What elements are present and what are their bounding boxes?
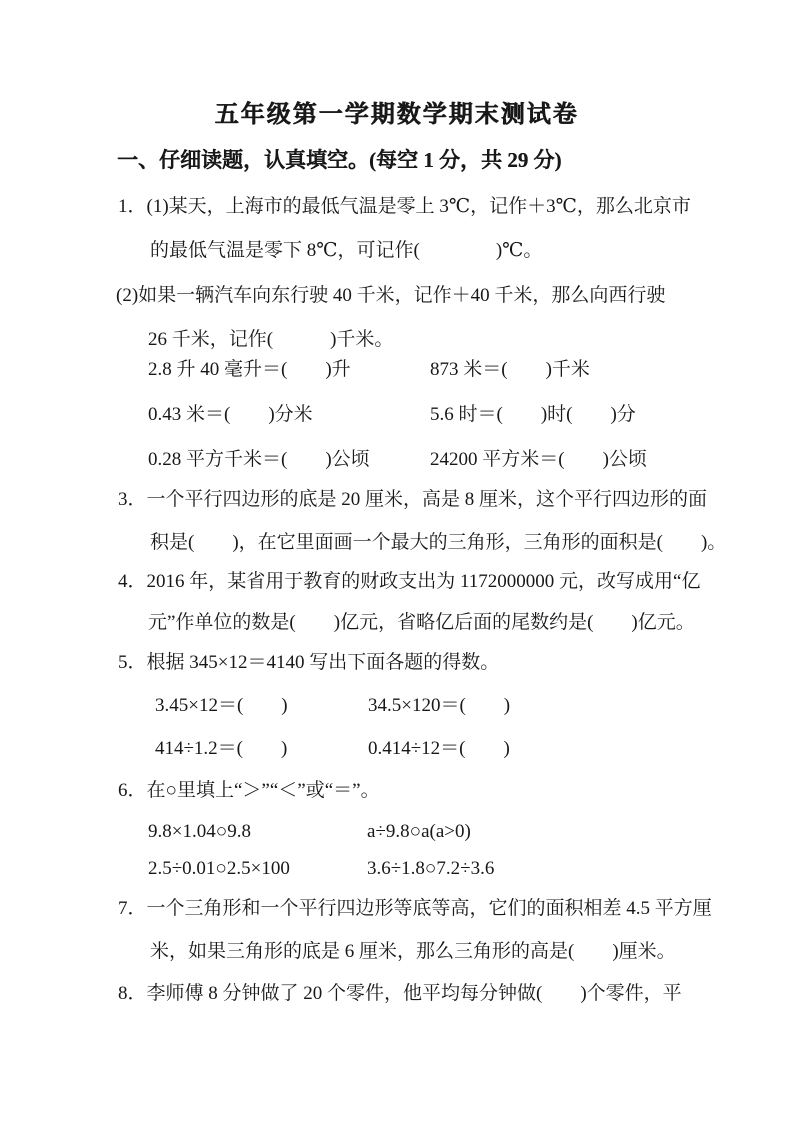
- q4-line-2: 元”作单位的数是( )亿元，省略亿后面的尾数约是( )亿元。: [148, 612, 695, 633]
- q4-line-1: 4．2016 年，某省用于教育的财政支出为 1172000000 元，改写成用“亿: [118, 571, 701, 592]
- q6-row2-left: 2.5÷0.01○2.5×100: [148, 858, 290, 879]
- q2-row3-left: 0.28 平方千米＝( )公顷: [148, 449, 370, 470]
- q1-line-3: (2)如果一辆汽车向东行驶 40 千米，记作＋40 千米，那么向西行驶: [116, 285, 666, 306]
- q2-row1-left: 2.8 升 40 毫升＝( )升: [148, 359, 351, 380]
- q6-row1-right: a÷9.8○a(a>0): [367, 821, 471, 842]
- q6-heading: 6．在○里填上“＞”“＜”或“＝”。: [118, 780, 380, 801]
- q3-line-1: 3．一个平行四边形的底是 20 厘米，高是 8 厘米，这个平行四边形的面: [118, 489, 708, 510]
- q6-row2-right: 3.6÷1.8○7.2÷3.6: [367, 858, 495, 879]
- q3-line-2: 积是( )，在它里面画一个最大的三角形，三角形的面积是( )。: [150, 532, 727, 553]
- q1-line-4: 26 千米，记作( )千米。: [148, 329, 394, 350]
- q2-row3-right: 24200 平方米＝( )公顷: [430, 449, 647, 470]
- q7-line-1: 7．一个三角形和一个平行四边形等底等高，它们的面积相差 4.5 平方厘: [118, 898, 712, 919]
- q6-row1-left: 9.8×1.04○9.8: [148, 821, 251, 842]
- q2-row1-right: 873 米＝( )千米: [430, 359, 590, 380]
- q1-line-2: 的最低气温是零下 8℃，可记作( )℃。: [150, 240, 543, 261]
- q7-line-2: 米，如果三角形的底是 6 厘米，那么三角形的高是( )厘米。: [150, 941, 676, 962]
- q5-heading: 5．根据 345×12＝4140 写出下面各题的得数。: [118, 652, 500, 673]
- q5-row1-right: 34.5×120＝( ): [368, 695, 511, 716]
- section-1-heading: 一、仔细读题，认真填空。(每空 1 分，共 29 分): [117, 148, 562, 172]
- q1-line-1: 1．(1)某天，上海市的最低气温是零上 3℃，记作＋3℃，那么北京市: [118, 196, 691, 217]
- q5-row1-left: 3.45×12＝( ): [155, 695, 288, 716]
- q2-row2-left: 0.43 米＝( )分米: [148, 404, 313, 425]
- q2-row2-right: 5.6 时＝( )时( )分: [430, 404, 636, 425]
- exam-title: 五年级第一学期数学期末测试卷: [214, 102, 579, 128]
- q8-line-1: 8．李师傅 8 分钟做了 20 个零件，他平均每分钟做( )个零件，平: [118, 983, 682, 1004]
- q5-row2-right: 0.414÷12＝( ): [368, 738, 510, 759]
- q5-row2-left: 414÷1.2＝( ): [155, 738, 288, 759]
